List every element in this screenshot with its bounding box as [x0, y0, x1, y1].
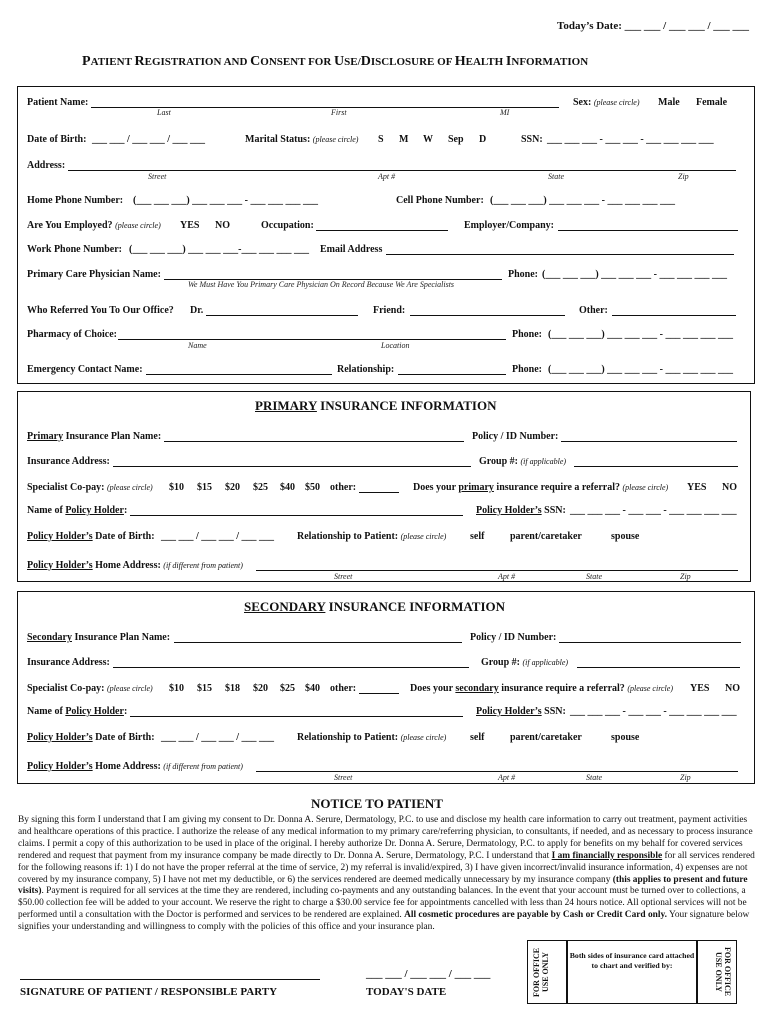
secondary-rel-spouse[interactable]: spouse [611, 732, 640, 743]
primary-copay-10[interactable]: $10 [169, 482, 184, 493]
primary-addr-sub-apt: Apt # [498, 572, 516, 581]
primary-group-field[interactable] [574, 466, 738, 467]
primary-ins-address-label: Insurance Address: [27, 456, 110, 467]
employed-option-no[interactable]: NO [215, 220, 230, 231]
pharmacy-field[interactable] [118, 339, 506, 340]
primary-referral-question: Does your primary insurance require a referral? (please circle) [413, 482, 669, 493]
secondary-rel-parent[interactable]: parent/caretaker [510, 732, 582, 743]
primary-policy-id-label: Policy / ID Number: [472, 431, 559, 442]
primary-copay-15[interactable]: $15 [197, 482, 212, 493]
primary-holder-label: Name of Policy Holder: [27, 505, 128, 516]
marital-option-s[interactable]: S [378, 134, 384, 145]
todays-date-field[interactable]: ___ ___ / ___ ___ / ___ ___ [624, 20, 750, 32]
marital-option-sep[interactable]: Sep [448, 134, 464, 145]
primary-rel-spouse[interactable]: spouse [611, 531, 640, 542]
secondary-copay-20[interactable]: $20 [253, 683, 268, 694]
occupation-label: Occupation: [261, 220, 314, 231]
name-sub-mi: MI [500, 108, 510, 117]
employed-label: Are You Employed? (please circle) [27, 220, 161, 231]
primary-copay-40[interactable]: $40 [280, 482, 295, 493]
office-verify-box[interactable] [567, 940, 697, 1004]
primary-copay-other-field[interactable] [359, 492, 399, 493]
secondary-copay-40[interactable]: $40 [305, 683, 320, 694]
pharmacy-sub-location: Location [381, 341, 410, 350]
primary-holder-ssn-field[interactable]: ___ ___ ___ - ___ ___ - ___ ___ ___ ___ [570, 505, 737, 516]
secondary-holder-ssn-label: Policy Holder’s SSN: [476, 706, 566, 717]
employer-field[interactable] [558, 230, 738, 231]
employer-label: Employer/Company: [464, 220, 554, 231]
notice-body: By signing this form I understand that I am giving my consent to Dr. Donna A. Serure, Dermatology, P.C. to use and disclose my health care information to carry out treatment, payment activities and healthcare operations of this practice. I authorize the release of any medical information to my primary care/referring physician, to consultants, if needed, and as necessary to process insurance claims. I permit a copy of this authorization to be used in place of the original. I hereby authorize Dr. Donna A. Serure, Dermatology, P.C. to apply for benefits on my behalf for covered services rendered and request that payment from my insurance company be made directly to Dr. Donna A. Serure, Dermatology, P.C. I understand that I am financially responsible for all services rendered for the following reasons if: 1) I do not have the proper referral at the time of service, 2) my referral is invalid/expired, 3) I have given incorrect/invalid insurance information, 4) expenses are not covered by my insurance company, 5) I have not met my deductible, or 6) the services rendered are deemed medically unnecessary by my insurance company (this applies to present and future visits). Payment is required for all services at the time they are rendered, including co-payments and any outstanding balances. In the event that your account must be turned over to collections, a $50.00 collection fee will be added to your account. We reserve the right to charge a $30.00 service fee for appointments cancelled with less than 24 hours notice. All optional services will not be performed until a consultation with the Doctor is performed and services to be rendered are explained. All cosmetic procedures are payable by Cash or Credit Card only. Your signature below signifies your understanding and willingness to comply with the policies of this office and your insurance plan. [18, 815, 755, 933]
secondary-copay-18[interactable]: $18 [225, 683, 240, 694]
form-title: PATIENT REGISTRATION AND CONSENT FOR USE/DISCLOSURE OF HEALTH INFORMATION [82, 54, 589, 69]
secondary-policy-id-label: Policy / ID Number: [470, 632, 557, 643]
secondary-holder-field[interactable] [130, 716, 463, 717]
secondary-rel-self[interactable]: self [470, 732, 485, 743]
primary-home-addr-label: Policy Holder’s Home Address: (if different from patient) [27, 560, 243, 571]
primary-addr-sub-state: State [586, 572, 602, 581]
address-sub-street: Street [148, 172, 167, 181]
referred-friend-field[interactable] [410, 315, 565, 316]
secondary-policy-id-field[interactable] [559, 642, 741, 643]
secondary-addr-sub-street: Street [334, 773, 353, 782]
referred-other-field[interactable] [612, 315, 736, 316]
emergency-label: Emergency Contact Name: [27, 364, 143, 375]
primary-group-label: Group #: (if applicable) [479, 456, 567, 467]
dob-label: Date of Birth: [27, 134, 87, 145]
primary-copay-20[interactable]: $20 [225, 482, 240, 493]
dob-field[interactable]: ___ ___ / ___ ___ / ___ ___ [92, 134, 206, 145]
secondary-holder-dob-field[interactable]: ___ ___ / ___ ___ / ___ ___ [161, 732, 275, 743]
secondary-ins-address-field[interactable] [113, 667, 469, 668]
primary-home-addr-field[interactable] [256, 570, 738, 571]
email-field[interactable] [386, 254, 734, 255]
address-sub-state: State [548, 172, 564, 181]
marital-label: Marital Status: (please circle) [245, 134, 359, 145]
secondary-copay-other-label: other: [330, 683, 357, 694]
secondary-holder-ssn-field[interactable]: ___ ___ ___ - ___ ___ - ___ ___ ___ ___ [570, 706, 737, 717]
sex-option-male[interactable]: Male [658, 97, 680, 108]
ssn-field[interactable]: ___ ___ ___ - ___ ___ - ___ ___ ___ ___ [547, 134, 714, 145]
primary-holder-ssn-label: Policy Holder’s SSN: [476, 505, 566, 516]
primary-holder-field[interactable] [130, 515, 463, 516]
secondary-holder-dob-label: Policy Holder’s Date of Birth: [27, 732, 155, 743]
secondary-referral-no[interactable]: NO [725, 683, 740, 694]
work-phone-field[interactable]: (___ ___ ___) ___ ___ ___-___ ___ ___ ___ [129, 244, 309, 255]
signature-date-label: TODAY'S DATE [366, 986, 447, 998]
secondary-plan-field[interactable] [174, 642, 462, 643]
referred-dr-label: Dr. [190, 305, 204, 316]
marital-option-m[interactable]: M [399, 134, 409, 145]
primary-plan-label: Primary Insurance Plan Name: [27, 431, 162, 442]
home-phone-field[interactable]: (___ ___ ___) ___ ___ ___ - ___ ___ ___ ___ [133, 195, 318, 206]
emergency-phone-label: Phone: [512, 364, 542, 375]
work-phone-label: Work Phone Number: [27, 244, 122, 255]
todays-date-label: Today’s Date: ___ ___ / ___ ___ / ___ ___ [557, 20, 750, 32]
secondary-copay-25[interactable]: $25 [280, 683, 295, 694]
primary-plan-field[interactable] [164, 441, 464, 442]
referred-friend-label: Friend: [373, 305, 406, 316]
patient-name-label: Patient Name: [27, 97, 89, 108]
secondary-ins-address-label: Insurance Address: [27, 657, 110, 668]
name-sub-last: Last [157, 108, 171, 117]
primary-rel-label: Relationship to Patient: (please circle) [297, 531, 447, 542]
emergency-field[interactable] [146, 374, 332, 375]
address-sub-apt: Apt # [378, 172, 396, 181]
primary-referral-no[interactable]: NO [722, 482, 737, 493]
office-use-left-box [527, 940, 567, 1004]
secondary-group-field[interactable] [577, 667, 740, 668]
pcp-phone-label: Phone: [508, 269, 538, 280]
office-use-left-label: FOR OFFICE USE ONLY [532, 947, 550, 997]
secondary-copay-other-field[interactable] [359, 693, 399, 694]
address-field[interactable] [68, 170, 736, 171]
secondary-addr-sub-apt: Apt # [498, 773, 516, 782]
signature-line[interactable] [20, 979, 320, 980]
primary-referral-yes[interactable]: YES [687, 482, 707, 493]
address-sub-zip: Zip [678, 172, 689, 181]
office-use-right-box [697, 940, 737, 1004]
secondary-referral-question: Does your secondary insurance require a referral? (please circle) [410, 683, 673, 694]
primary-addr-sub-zip: Zip [680, 572, 691, 581]
primary-heading: PRIMARY INSURANCE INFORMATION [255, 398, 497, 413]
pharmacy-phone-field[interactable]: (___ ___ ___) ___ ___ ___ - ___ ___ ___ ___ [548, 329, 733, 340]
secondary-home-addr-field[interactable] [256, 771, 738, 772]
primary-ins-address-field[interactable] [113, 466, 471, 467]
office-use-right-label: FOR OFFICE USE ONLY [714, 947, 732, 997]
primary-copay-25[interactable]: $25 [253, 482, 268, 493]
ssn-label: SSN: [521, 134, 543, 145]
secondary-plan-label: Secondary Insurance Plan Name: [27, 632, 171, 643]
office-verify-text: Both sides of insurance card attached to chart and verified by: [569, 951, 695, 970]
relationship-label: Relationship: [337, 364, 395, 375]
name-sub-first: First [331, 108, 347, 117]
marital-option-w[interactable]: W [423, 134, 433, 145]
secondary-heading: SECONDARY INSURANCE INFORMATION [244, 599, 506, 614]
secondary-copay-label: Specialist Co-pay: (please circle) [27, 683, 153, 694]
secondary-copay-15[interactable]: $15 [197, 683, 212, 694]
primary-copay-label: Specialist Co-pay: (please circle) [27, 482, 153, 493]
primary-holder-dob-field[interactable]: ___ ___ / ___ ___ / ___ ___ [161, 531, 275, 542]
referred-dr-field[interactable] [206, 315, 358, 316]
primary-policy-id-field[interactable] [561, 441, 737, 442]
primary-addr-sub-street: Street [334, 572, 353, 581]
referred-label: Who Referred You To Our Office? [27, 305, 174, 316]
relationship-field[interactable] [398, 374, 506, 375]
pharmacy-phone-label: Phone: [512, 329, 542, 340]
secondary-group-label: Group #: (if applicable) [481, 657, 569, 668]
occupation-field[interactable] [316, 230, 448, 231]
email-label: Email Address [320, 244, 383, 255]
primary-rel-parent[interactable]: parent/caretaker [510, 531, 582, 542]
pharmacy-sub-name: Name [188, 341, 207, 350]
employed-option-yes[interactable]: YES [180, 220, 200, 231]
secondary-home-addr-label: Policy Holder’s Home Address: (if different from patient) [27, 761, 243, 772]
signature-label: SIGNATURE OF PATIENT / RESPONSIBLE PARTY [20, 986, 278, 998]
primary-rel-self[interactable]: self [470, 531, 485, 542]
pcp-note: We Must Have You Primary Care Physician On Record Because We Are Specialists [188, 280, 455, 289]
sex-label: Sex: (please circle) [573, 97, 640, 108]
secondary-rel-label: Relationship to Patient: (please circle) [297, 732, 447, 743]
pharmacy-label: Pharmacy of Choice: [27, 329, 117, 340]
pcp-label: Primary Care Physician Name: [27, 269, 161, 280]
secondary-addr-sub-zip: Zip [680, 773, 691, 782]
secondary-copay-10[interactable]: $10 [169, 683, 184, 694]
notice-heading: NOTICE TO PATIENT [311, 796, 443, 811]
primary-holder-dob-label: Policy Holder’s Date of Birth: [27, 531, 155, 542]
emergency-phone-field[interactable]: (___ ___ ___) ___ ___ ___ - ___ ___ ___ ___ [548, 364, 733, 375]
pcp-phone-field[interactable]: (___ ___ ___) ___ ___ ___ - ___ ___ ___ ___ [542, 269, 727, 280]
signature-date-field[interactable]: ___ ___ / ___ ___ / ___ ___ [366, 968, 491, 980]
secondary-addr-sub-state: State [586, 773, 602, 782]
sex-option-female[interactable]: Female [696, 97, 728, 108]
primary-copay-50[interactable]: $50 [305, 482, 320, 493]
primary-copay-other-label: other: [330, 482, 357, 493]
secondary-holder-label: Name of Policy Holder: [27, 706, 128, 717]
address-label: Address: [27, 160, 66, 171]
referred-other-label: Other: [579, 305, 608, 316]
secondary-referral-yes[interactable]: YES [690, 683, 710, 694]
cell-phone-label: Cell Phone Number: [396, 195, 484, 206]
home-phone-label: Home Phone Number: [27, 195, 124, 206]
marital-option-d[interactable]: D [479, 134, 487, 145]
cell-phone-field[interactable]: (___ ___ ___) ___ ___ ___ - ___ ___ ___ ___ [490, 195, 675, 206]
